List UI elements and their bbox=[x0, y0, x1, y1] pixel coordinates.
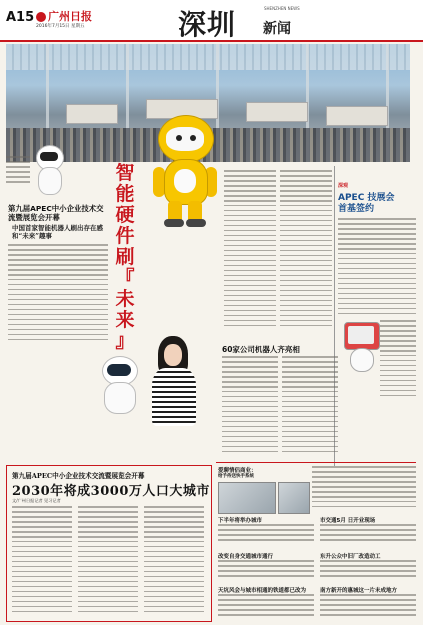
headline-char: 来 bbox=[115, 309, 135, 331]
exhibition-stand bbox=[66, 104, 118, 124]
headline-char: 硬 bbox=[115, 204, 135, 226]
headline-char: 件 bbox=[115, 225, 135, 247]
left-subheadline: 中国首家智能机器人刷出存在感和“未来”趣事 bbox=[12, 224, 103, 240]
robot-screen-photo bbox=[344, 322, 378, 370]
brief-text-1 bbox=[312, 466, 416, 512]
brief-headline-5: 改变自身交通城市通行 bbox=[218, 554, 274, 560]
section-english: SHENZHEN NEWS bbox=[264, 6, 300, 11]
brief-text-5 bbox=[320, 560, 416, 582]
brief-headline-8: 南方新开的惠城这一片未成地方 bbox=[320, 588, 398, 594]
feature-col1 bbox=[12, 506, 72, 616]
date-line: 2016年7月15日 星期五 bbox=[36, 24, 85, 29]
brief-text-4 bbox=[218, 560, 314, 582]
right-column-label: 深观 bbox=[338, 183, 349, 189]
exhibition-stand bbox=[246, 102, 308, 122]
page-number: A15 bbox=[6, 10, 35, 25]
brief-text-3 bbox=[320, 524, 416, 548]
exhibition-roof bbox=[6, 44, 410, 70]
robots-article-col2 bbox=[282, 356, 338, 456]
robots-headline: 60家公司机器人齐亮相 bbox=[222, 345, 300, 354]
brief-text-7 bbox=[320, 594, 416, 620]
apec-title-line2: 首基签约 bbox=[338, 204, 375, 214]
newspaper-logo bbox=[36, 8, 92, 24]
brief-headline-4: 市交通5月 日开业现场 bbox=[320, 518, 376, 524]
brief-text-6 bbox=[218, 594, 314, 620]
headline-char: 智 bbox=[115, 162, 135, 184]
right-article-text bbox=[338, 218, 416, 318]
apec-title bbox=[338, 193, 394, 215]
yellow-robot-photo bbox=[150, 115, 220, 230]
left-article-text bbox=[8, 244, 108, 344]
brief-headline-6: 东升公众中旧厂改造动工 bbox=[320, 554, 381, 560]
exhibition-stand bbox=[326, 106, 388, 126]
brief-photo-1 bbox=[218, 482, 276, 514]
masthead bbox=[0, 0, 423, 42]
feature-kicker: 第九届APEC中小企业技术交流暨展览会开幕 bbox=[12, 472, 145, 480]
brief-photo-2 bbox=[278, 482, 310, 514]
brief-headline-2: 给予侍送快手系统 bbox=[218, 474, 254, 479]
logo-mark-icon bbox=[36, 12, 46, 22]
brief-headline-7: 天坑风会与城市相通的铁道都已改为 bbox=[218, 588, 307, 594]
section-title: 深圳 bbox=[178, 8, 237, 41]
apec-title-line1: APEC 技展会 bbox=[338, 193, 395, 203]
headline-char: 『 bbox=[115, 267, 135, 289]
middle-article-col2 bbox=[280, 170, 332, 330]
headline-char: 刷 bbox=[115, 246, 135, 268]
headline-char: 未 bbox=[115, 288, 135, 310]
middle-article-col1 bbox=[224, 170, 276, 330]
brief-text-2 bbox=[218, 524, 314, 548]
robots-article-col1 bbox=[222, 356, 278, 456]
white-robot-photo-2 bbox=[98, 356, 140, 414]
brief-headline-1: 爱聊情侣商业： bbox=[218, 468, 257, 474]
section-subtitle: 新闻 bbox=[263, 21, 291, 37]
vertical-headline bbox=[112, 163, 138, 352]
feature-col2 bbox=[78, 506, 138, 616]
brief-headline-3: 下半年将举办城市 bbox=[218, 518, 263, 524]
left-headline: 第九届APEC中小企业技术交流暨展览会开幕 bbox=[8, 204, 104, 222]
photo-caption bbox=[6, 156, 30, 186]
headline-char: 能 bbox=[115, 183, 135, 205]
white-robot-photo bbox=[32, 145, 66, 195]
divider-rule bbox=[216, 462, 416, 463]
feature-byline: 文/广州日报记者 见习记者 bbox=[12, 498, 61, 503]
visitor-photo bbox=[148, 336, 208, 428]
feature-headline: 2030年将成3000万人口大城市 bbox=[12, 484, 210, 499]
headline-char: 』 bbox=[115, 330, 135, 352]
newspaper-name: 广州日报 bbox=[48, 10, 92, 23]
feature-col3 bbox=[144, 506, 204, 616]
right-photo-caption bbox=[380, 320, 416, 400]
